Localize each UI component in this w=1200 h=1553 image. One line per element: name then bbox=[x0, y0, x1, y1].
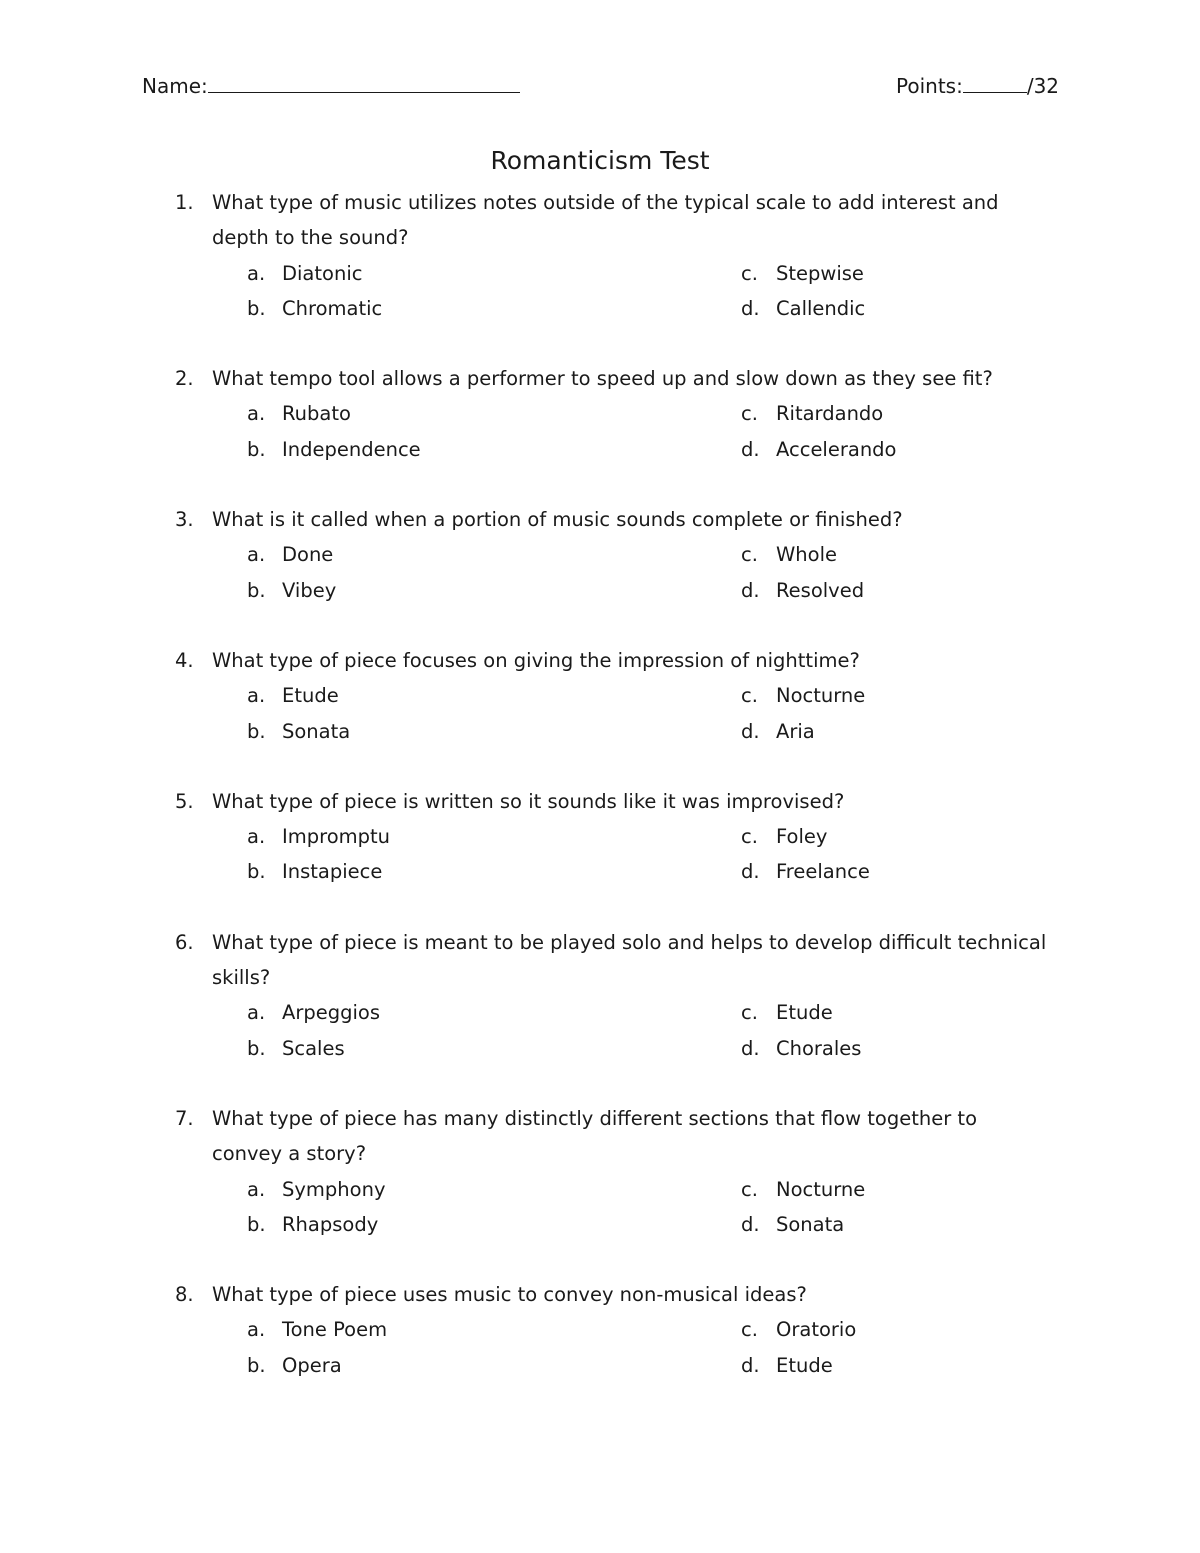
answer-option[interactable] bbox=[247, 819, 390, 854]
question-number: 8. bbox=[175, 1283, 194, 1307]
option-text: Done bbox=[282, 543, 334, 567]
page-title: Romanticism Test bbox=[490, 146, 710, 175]
name-label: Name: bbox=[142, 74, 208, 98]
option-text: Vibey bbox=[282, 578, 337, 602]
option-text: Scales bbox=[282, 1036, 345, 1060]
option-text: Diatonic bbox=[282, 261, 363, 285]
answer-option[interactable] bbox=[741, 714, 815, 749]
answer-option[interactable] bbox=[741, 854, 870, 889]
question-text: What type of piece is written so it sounds like it was improvised? bbox=[212, 789, 845, 813]
option-text: Impromptu bbox=[282, 825, 391, 849]
option-text: Ritardando bbox=[776, 402, 884, 426]
question-stem bbox=[0, 925, 1052, 996]
question-number: 4. bbox=[175, 648, 194, 672]
answer-option[interactable] bbox=[247, 537, 333, 572]
answer-option[interactable] bbox=[247, 396, 351, 431]
option-text: Etude bbox=[282, 684, 339, 708]
option-letter: d. bbox=[741, 578, 760, 602]
question-2 bbox=[0, 361, 1200, 467]
points-total: /32 bbox=[1026, 74, 1060, 98]
option-letter: c. bbox=[741, 825, 758, 849]
answer-option[interactable] bbox=[741, 396, 883, 431]
option-letter: b. bbox=[247, 1212, 266, 1236]
question-text: What tempo tool allows a performer to speed up and slow down as they see fit? bbox=[212, 367, 993, 391]
option-text: Etude bbox=[776, 1001, 833, 1025]
answer-options bbox=[0, 1172, 1200, 1243]
answer-option[interactable] bbox=[247, 854, 382, 889]
option-text: Whole bbox=[776, 543, 837, 567]
option-letter: c. bbox=[741, 1318, 758, 1342]
answer-option[interactable] bbox=[741, 256, 864, 291]
answer-option[interactable] bbox=[741, 537, 837, 572]
option-text: Chorales bbox=[776, 1036, 862, 1060]
option-letter: b. bbox=[247, 437, 266, 461]
question-text: What type of piece is meant to be played solo and helps to develop difficult technical skills? bbox=[212, 930, 1047, 990]
option-text: Etude bbox=[776, 1353, 833, 1377]
option-text: Oratorio bbox=[776, 1318, 857, 1342]
option-text: Symphony bbox=[282, 1177, 386, 1201]
option-text: Sonata bbox=[282, 719, 351, 743]
question-7 bbox=[0, 1101, 1200, 1242]
answer-option[interactable] bbox=[247, 1312, 387, 1347]
option-letter: d. bbox=[741, 1036, 760, 1060]
option-text: Independence bbox=[282, 437, 421, 461]
option-text: Sonata bbox=[776, 1212, 845, 1236]
option-text: Callendic bbox=[776, 296, 866, 320]
answer-option[interactable] bbox=[247, 432, 421, 467]
option-letter: b. bbox=[247, 719, 266, 743]
answer-option[interactable] bbox=[741, 1207, 844, 1242]
question-1 bbox=[0, 185, 1200, 326]
answer-option[interactable] bbox=[741, 1312, 856, 1347]
question-stem bbox=[0, 361, 1052, 396]
option-letter: c. bbox=[741, 684, 758, 708]
option-text: Rubato bbox=[282, 402, 351, 426]
option-letter: b. bbox=[247, 1036, 266, 1060]
answer-option[interactable] bbox=[247, 1172, 385, 1207]
answer-option[interactable] bbox=[741, 819, 827, 854]
question-stem bbox=[0, 1101, 1052, 1172]
option-text: Foley bbox=[776, 825, 828, 849]
question-text: What type of piece has many distinctly different sections that flow together to convey a story? bbox=[212, 1106, 978, 1166]
option-letter: a. bbox=[247, 543, 266, 567]
answer-option[interactable] bbox=[247, 256, 362, 291]
answer-options bbox=[0, 819, 1200, 890]
option-text: Chromatic bbox=[282, 296, 383, 320]
answer-option[interactable] bbox=[247, 678, 339, 713]
option-letter: a. bbox=[247, 825, 266, 849]
option-text: Nocturne bbox=[776, 684, 866, 708]
answer-option[interactable] bbox=[247, 573, 336, 608]
question-stem bbox=[0, 643, 1052, 678]
option-letter: c. bbox=[741, 402, 758, 426]
name-field bbox=[142, 74, 520, 98]
option-letter: d. bbox=[741, 296, 760, 320]
answer-option[interactable] bbox=[741, 432, 897, 467]
question-3 bbox=[0, 502, 1200, 608]
question-list bbox=[0, 185, 1200, 1418]
option-text: Aria bbox=[776, 719, 815, 743]
question-stem bbox=[0, 185, 1052, 256]
question-stem bbox=[0, 784, 1052, 819]
points-field bbox=[896, 74, 1059, 98]
question-number: 7. bbox=[175, 1106, 194, 1130]
option-text: Accelerando bbox=[776, 437, 897, 461]
option-letter: d. bbox=[741, 860, 760, 884]
question-stem bbox=[0, 502, 1052, 537]
option-letter: d. bbox=[741, 719, 760, 743]
option-text: Rhapsody bbox=[282, 1212, 379, 1236]
question-number: 5. bbox=[175, 789, 194, 813]
option-text: Resolved bbox=[776, 578, 865, 602]
question-text: What is it called when a portion of music sounds complete or finished? bbox=[212, 508, 903, 532]
option-letter: b. bbox=[247, 860, 266, 884]
question-number: 6. bbox=[175, 930, 194, 954]
answer-option[interactable] bbox=[247, 1031, 345, 1066]
question-stem bbox=[0, 1277, 1052, 1312]
answer-option[interactable] bbox=[741, 995, 833, 1030]
question-8 bbox=[0, 1277, 1200, 1383]
answer-option[interactable] bbox=[741, 678, 865, 713]
answer-options bbox=[0, 396, 1200, 467]
answer-option[interactable] bbox=[247, 995, 380, 1030]
answer-option[interactable] bbox=[247, 1207, 378, 1242]
answer-options bbox=[0, 1312, 1200, 1383]
question-6 bbox=[0, 925, 1200, 1066]
answer-option[interactable] bbox=[741, 1031, 861, 1066]
answer-options bbox=[0, 995, 1200, 1066]
points-label: Points: bbox=[896, 74, 963, 98]
question-number: 1. bbox=[175, 191, 194, 214]
question-text: What type of piece focuses on giving the impression of nighttime? bbox=[212, 648, 860, 672]
answer-option[interactable] bbox=[247, 714, 350, 749]
answer-option[interactable] bbox=[741, 291, 865, 326]
answer-option[interactable] bbox=[247, 1348, 342, 1383]
question-text: What type of music utilizes notes outside of the typical scale to add interest and depth to the sound? bbox=[212, 191, 999, 250]
option-letter: b. bbox=[247, 296, 266, 320]
answer-option[interactable] bbox=[741, 1348, 833, 1383]
option-letter: d. bbox=[741, 1212, 760, 1236]
option-text: Tone Poem bbox=[282, 1318, 388, 1342]
name-blank[interactable] bbox=[208, 74, 520, 93]
option-letter: d. bbox=[741, 1353, 760, 1377]
question-5 bbox=[0, 784, 1200, 890]
option-letter: a. bbox=[247, 1177, 266, 1201]
option-letter: c. bbox=[741, 1177, 758, 1201]
question-text: What type of piece uses music to convey non-musical ideas? bbox=[212, 1283, 807, 1307]
question-number: 3. bbox=[175, 508, 194, 532]
option-text: Opera bbox=[282, 1353, 342, 1377]
option-letter: d. bbox=[741, 437, 760, 461]
answer-options bbox=[0, 537, 1200, 608]
answer-option[interactable] bbox=[741, 1172, 865, 1207]
option-letter: a. bbox=[247, 684, 266, 708]
option-letter: a. bbox=[247, 1318, 266, 1342]
answer-options bbox=[0, 256, 1200, 327]
option-letter: a. bbox=[247, 402, 266, 426]
answer-option[interactable] bbox=[247, 291, 382, 326]
option-text: Freelance bbox=[776, 860, 870, 884]
option-letter: b. bbox=[247, 578, 266, 602]
option-letter: a. bbox=[247, 261, 266, 285]
option-text: Nocturne bbox=[776, 1177, 866, 1201]
option-text: Stepwise bbox=[776, 261, 864, 285]
answer-option[interactable] bbox=[741, 573, 864, 608]
option-letter: c. bbox=[741, 1001, 758, 1025]
option-text: Arpeggios bbox=[282, 1001, 380, 1025]
option-letter: b. bbox=[247, 1353, 266, 1377]
question-4 bbox=[0, 643, 1200, 749]
option-letter: c. bbox=[741, 543, 758, 567]
points-blank[interactable] bbox=[963, 74, 1027, 93]
option-text: Instapiece bbox=[282, 860, 383, 884]
question-number: 2. bbox=[175, 367, 194, 391]
option-letter: a. bbox=[247, 1001, 266, 1025]
answer-options bbox=[0, 678, 1200, 749]
option-letter: c. bbox=[741, 261, 758, 285]
